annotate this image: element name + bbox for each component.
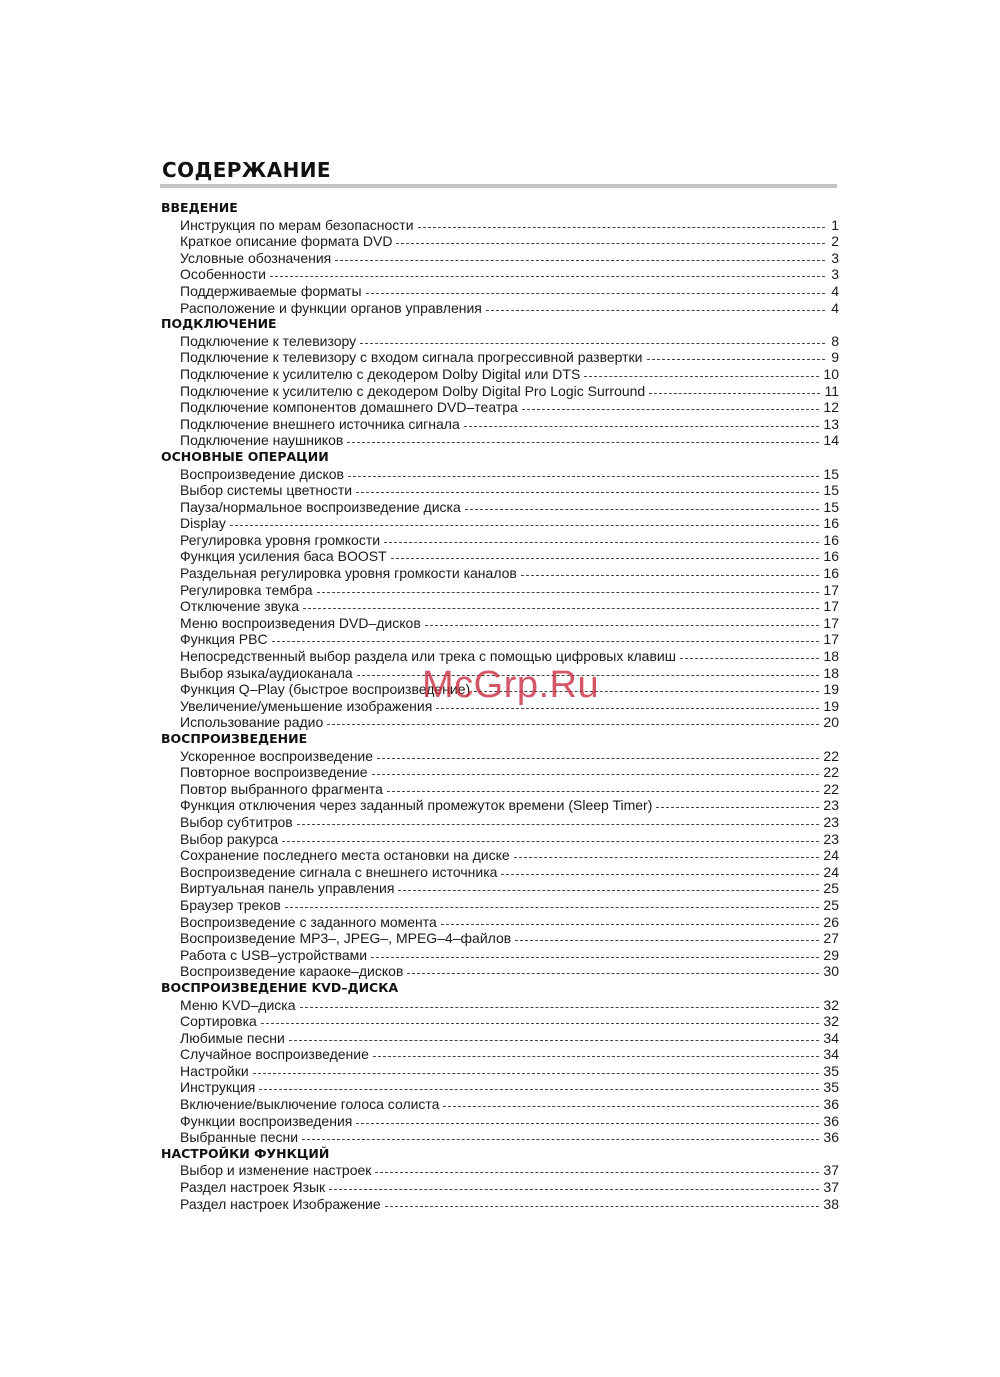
- toc-entry-page-number: 17: [823, 631, 839, 648]
- toc-entry-page-number: 19: [823, 697, 839, 714]
- toc-entry-page-number: 25: [823, 896, 839, 913]
- dot-leader: [385, 1206, 820, 1207]
- dot-leader: [474, 691, 819, 692]
- dot-leader: [259, 1089, 819, 1090]
- toc-entry-label: Выбор субтитров: [180, 813, 293, 830]
- toc-entry: [161, 615, 839, 632]
- toc-entry-page-number: 30: [823, 963, 839, 980]
- toc-entry-page-number: 26: [823, 913, 839, 930]
- toc-entry: [161, 416, 839, 433]
- toc-entry-page-number: 12: [823, 399, 839, 416]
- toc-section: [161, 449, 839, 731]
- toc-entry-page-number: 16: [823, 548, 839, 565]
- toc-entry: [161, 781, 839, 798]
- toc-entry: [161, 399, 839, 416]
- dot-leader: [465, 509, 820, 510]
- toc-entry: [161, 532, 839, 549]
- dot-leader: [436, 708, 819, 709]
- dot-leader: [302, 1139, 819, 1140]
- toc-entry-label: Краткое описание формата DVD: [180, 233, 393, 250]
- toc-entry-page-number: 36: [823, 1096, 839, 1113]
- toc-entry-label: Подключение наушников: [180, 432, 344, 449]
- dot-leader: [407, 973, 819, 974]
- toc-entry-label: Случайное воспроизведение: [180, 1046, 369, 1063]
- dot-leader: [486, 310, 825, 311]
- toc-entry-label: Подключение к телевизору с входом сигнала прогрессивной развертки: [180, 349, 643, 366]
- toc-entry: [161, 1179, 839, 1196]
- toc-entry: [161, 797, 839, 814]
- dot-leader: [270, 276, 825, 277]
- toc-entry-label: Display: [180, 515, 226, 532]
- toc-entry-page-number: 18: [823, 664, 839, 681]
- toc-entry: [161, 548, 839, 565]
- toc-entry-label: Выбор ракурса: [180, 830, 279, 847]
- dot-leader: [387, 791, 820, 792]
- toc-entry-label: Инструкция: [180, 1079, 256, 1096]
- toc-entry-label: Выбор языка/аудиоканала: [180, 664, 353, 681]
- dot-leader: [514, 857, 820, 858]
- toc-entry: [161, 963, 839, 980]
- dot-leader: [357, 675, 820, 676]
- section-heading: ПОДКЛЮЧЕНИЕ: [161, 316, 277, 332]
- watermark: McGrp.Ru: [422, 664, 600, 706]
- toc-entry-label: Подключение к усилителю с декодером Dolby Digital Pro Logic Surround: [180, 382, 646, 399]
- toc-entry-page-number: 25: [823, 880, 839, 897]
- toc-entry-page-number: 29: [823, 946, 839, 963]
- toc-section: [161, 1146, 839, 1212]
- toc-section: [161, 731, 839, 980]
- toc-entry-label: Воспроизведение дисков: [180, 465, 344, 482]
- toc-entry: [161, 283, 839, 300]
- toc-entry-page-number: 24: [823, 847, 839, 864]
- toc-entry-page-number: 15: [823, 465, 839, 482]
- toc-entry: [161, 997, 839, 1014]
- toc-entry-page-number: 17: [823, 581, 839, 598]
- toc-entry-label: Повтор выбранного фрагмента: [180, 780, 383, 797]
- toc-entry-label: Функция отключения через заданный промежуток времени (Sleep Timer): [180, 797, 653, 814]
- toc-entry-page-number: 22: [823, 764, 839, 781]
- toc-entry-page-number: 23: [823, 797, 839, 814]
- dot-leader: [335, 260, 825, 261]
- toc-entry-label: Сохранение последнего места остановки на диске: [180, 847, 510, 864]
- toc-entry-page-number: 38: [823, 1195, 839, 1212]
- toc-entry-page-number: 34: [823, 1029, 839, 1046]
- toc-entry: [161, 366, 839, 383]
- toc-entry-page-number: 8: [831, 332, 839, 349]
- toc-entry: [161, 714, 839, 731]
- section-heading: ВОСПРОИЗВЕДЕНИЕ: [161, 731, 308, 746]
- dot-leader: [360, 343, 825, 344]
- dot-leader: [443, 1106, 819, 1107]
- toc-entry-label: Использование радио: [180, 714, 324, 731]
- toc-entry-page-number: 15: [823, 498, 839, 515]
- toc-entry-label: Сортировка: [180, 1013, 257, 1030]
- toc-entry-page-number: 16: [823, 531, 839, 548]
- toc-entry-label: Регулировка уровня громкости: [180, 531, 381, 548]
- toc-entry: [161, 1046, 839, 1063]
- toc-entry: [161, 1030, 839, 1047]
- toc-entry-label: Особенности: [180, 266, 266, 283]
- dot-leader: [272, 641, 820, 642]
- toc-entry-page-number: 32: [823, 1013, 839, 1030]
- dot-leader: [501, 874, 819, 875]
- toc-entry: [161, 266, 839, 283]
- toc-entry-label: Поддерживаемые форматы: [180, 282, 362, 299]
- dot-leader: [377, 758, 819, 759]
- dot-leader: [366, 293, 825, 294]
- toc-entry: [161, 300, 839, 317]
- dot-leader: [300, 1007, 820, 1008]
- toc-entry-label: Раздел настроек Изображение: [180, 1195, 381, 1212]
- toc-entry-page-number: 19: [823, 681, 839, 698]
- toc-entry-page-number: 37: [823, 1162, 839, 1179]
- toc-entry: [161, 582, 839, 599]
- toc-entry: [161, 880, 839, 897]
- dot-leader: [375, 1172, 819, 1173]
- toc-entry: [161, 482, 839, 499]
- dot-leader: [297, 824, 820, 825]
- dot-leader: [522, 409, 820, 410]
- toc-entry-page-number: 2: [831, 233, 839, 250]
- dot-leader: [384, 542, 819, 543]
- dot-leader: [391, 558, 820, 559]
- dot-leader: [521, 575, 820, 576]
- toc-section: [161, 980, 839, 1146]
- toc-entry: [161, 598, 839, 615]
- section-heading: ОСНОВНЫЕ ОПЕРАЦИИ: [161, 448, 329, 464]
- toc-entry: [161, 897, 839, 914]
- dot-leader: [303, 608, 819, 609]
- toc-entry-page-number: 36: [823, 1129, 839, 1146]
- toc-entry: [161, 665, 839, 682]
- toc-entry: [161, 681, 839, 698]
- toc-entry-page-number: 13: [823, 415, 839, 432]
- toc-entry: [161, 930, 839, 947]
- toc-entry: [161, 565, 839, 582]
- dot-leader: [372, 774, 820, 775]
- dot-leader: [371, 957, 819, 958]
- toc-entry: [161, 1196, 839, 1213]
- toc-entry: [161, 349, 839, 366]
- toc-entry-page-number: 23: [823, 830, 839, 847]
- toc-entry-label: Функция усиления баса BOOST: [180, 548, 387, 565]
- toc-entry-page-number: 22: [823, 780, 839, 797]
- dot-leader: [680, 658, 819, 659]
- toc-entry-label: Повторное воспроизведение: [180, 764, 368, 781]
- toc-entry: [161, 947, 839, 964]
- toc-entry-label: Подключение внешнего источника сигнала: [180, 415, 460, 432]
- toc-entry: [161, 748, 839, 765]
- dot-leader: [317, 592, 820, 593]
- toc-entry: [161, 515, 839, 532]
- toc-entry-page-number: 3: [831, 249, 839, 266]
- toc-entry: [161, 1063, 839, 1080]
- toc-entry: [161, 1096, 839, 1113]
- toc-entry-page-number: 18: [823, 648, 839, 665]
- dot-leader: [230, 525, 820, 526]
- toc-entry-page-number: 3: [831, 266, 839, 283]
- toc-entry-label: Выбранные песни: [180, 1129, 299, 1146]
- toc-entry-label: Виртуальная панель управления: [180, 880, 395, 897]
- toc-entry-page-number: 22: [823, 747, 839, 764]
- toc-entry: [161, 831, 839, 848]
- toc-entry-page-number: 16: [823, 515, 839, 532]
- section-heading: ВОСПРОИЗВЕДЕНИЕ KVD–ДИСКА: [161, 979, 399, 995]
- toc-entry: [161, 814, 839, 831]
- toc-entry-label: Настройки: [180, 1062, 249, 1079]
- toc-entry-label: Регулировка тембра: [180, 581, 313, 598]
- toc-entry: [161, 1129, 839, 1146]
- toc-entry: [161, 864, 839, 881]
- toc-entry-page-number: 36: [823, 1112, 839, 1129]
- toc-entry: [161, 217, 839, 234]
- toc-entry: [161, 383, 839, 400]
- toc-entry-label: Работа с USB–устройствами: [180, 946, 368, 963]
- toc-entry: [161, 631, 839, 648]
- dot-leader: [329, 1189, 819, 1190]
- dot-leader: [584, 376, 819, 377]
- toc-entry-label: Воспроизведение сигнала с внешнего источника: [180, 863, 498, 880]
- toc-entry-page-number: 24: [823, 863, 839, 880]
- toc-entry-page-number: 4: [831, 299, 839, 316]
- toc-entry-page-number: 35: [823, 1079, 839, 1096]
- toc-entry-label: Воспроизведение караоке–дисков: [180, 963, 404, 980]
- toc-entry: [161, 1113, 839, 1130]
- dot-leader: [348, 476, 819, 477]
- toc-entry: [161, 333, 839, 350]
- toc-entry: [161, 233, 839, 250]
- dot-leader: [356, 1123, 819, 1124]
- toc-entry: [161, 648, 839, 665]
- toc-entry-page-number: 35: [823, 1062, 839, 1079]
- dot-leader: [647, 359, 826, 360]
- toc-entry: [161, 466, 839, 483]
- dot-leader: [347, 442, 819, 443]
- toc-section: [161, 200, 839, 316]
- toc-entry-page-number: 17: [823, 614, 839, 631]
- dot-leader: [285, 907, 820, 908]
- toc-entry-page-number: 10: [823, 365, 839, 382]
- toc-entry-page-number: 37: [823, 1179, 839, 1196]
- section-heading: ВВЕДЕНИЕ: [161, 200, 238, 215]
- toc-entry-page-number: 1: [831, 216, 839, 233]
- toc-entry: [161, 1013, 839, 1030]
- toc-entry-label: Выбор системы цветности: [180, 482, 353, 499]
- toc-entry-page-number: 17: [823, 598, 839, 615]
- toc-entry-label: Функция PBC: [180, 631, 268, 648]
- dot-leader: [515, 940, 819, 941]
- toc-entry-page-number: 32: [823, 996, 839, 1013]
- toc-entry: [161, 499, 839, 516]
- dot-leader: [261, 1023, 820, 1024]
- toc-entry: [161, 764, 839, 781]
- dot-leader: [656, 807, 819, 808]
- toc-entry-label: Браузер треков: [180, 896, 281, 913]
- toc-entry: [161, 847, 839, 864]
- title-divider: [160, 184, 837, 188]
- toc-entry-page-number: 27: [823, 930, 839, 947]
- toc-entry: [161, 914, 839, 931]
- dot-leader: [282, 841, 819, 842]
- toc-entry-label: Меню KVD–диска: [180, 996, 296, 1013]
- toc-entry-label: Подключение к телевизору: [180, 332, 357, 349]
- dot-leader: [649, 393, 820, 394]
- toc-entry-label: Функция Q–Play (быстрое воспроизведение): [180, 681, 471, 698]
- toc-entry-label: Расположение и функции органов управления: [180, 299, 482, 316]
- toc-entry-label: Увеличение/уменьшение изображения: [180, 697, 433, 714]
- toc-entry-label: Отключение звука: [180, 598, 300, 615]
- page-title: СОДЕРЖАНИЕ: [162, 158, 331, 182]
- toc-entry: [161, 432, 839, 449]
- toc-entry-page-number: 20: [823, 714, 839, 731]
- toc-entry-label: Выбор и изменение настроек: [180, 1162, 372, 1179]
- toc-entry: [161, 1162, 839, 1179]
- toc-entry-page-number: 16: [823, 565, 839, 582]
- toc-entry-label: Пауза/нормальное воспроизведение диска: [180, 498, 461, 515]
- dot-leader: [418, 227, 825, 228]
- table-of-contents: [161, 200, 839, 1212]
- toc-entry-label: Раздел настроек Язык: [180, 1179, 326, 1196]
- toc-entry-page-number: 9: [831, 349, 839, 366]
- toc-entry-label: Инструкция по мерам безопасности: [180, 216, 414, 233]
- toc-entry-page-number: 23: [823, 813, 839, 830]
- toc-entry: [161, 698, 839, 715]
- toc-entry-label: Меню воспроизведения DVD–дисков: [180, 614, 421, 631]
- toc-entry-label: Условные обозначения: [180, 249, 332, 266]
- toc-entry-page-number: 11: [824, 382, 839, 399]
- toc-entry-label: Ускоренное воспроизведение: [180, 747, 374, 764]
- toc-entry-page-number: 15: [823, 482, 839, 499]
- dot-leader: [373, 1056, 820, 1057]
- toc-entry-page-number: 4: [831, 282, 839, 299]
- toc-entry-label: Включение/выключение голоса солиста: [180, 1096, 440, 1113]
- toc-entry-page-number: 34: [823, 1046, 839, 1063]
- toc-entry-label: Любимые песни: [180, 1029, 285, 1046]
- dot-leader: [425, 625, 820, 626]
- toc-entry-label: Непосредственный выбор раздела или трека с помощью цифровых клавиш: [180, 648, 676, 665]
- dot-leader: [289, 1040, 820, 1041]
- toc-entry-label: Раздельная регулировка уровня громкости каналов: [180, 565, 517, 582]
- dot-leader: [396, 243, 825, 244]
- dot-leader: [441, 924, 820, 925]
- dot-leader: [356, 492, 819, 493]
- toc-entry-label: Функции воспроизведения: [180, 1112, 353, 1129]
- toc-entry-label: Воспроизведение MP3–, JPEG–, MPEG–4–файлов: [180, 930, 512, 947]
- section-heading: НАСТРОЙКИ ФУНКЦИЙ: [161, 1145, 330, 1161]
- toc-section: [161, 316, 839, 449]
- dot-leader: [327, 724, 819, 725]
- toc-entry-page-number: 14: [823, 432, 839, 449]
- toc-entry-label: Воспроизведение с заданного момента: [180, 913, 437, 930]
- toc-entry: [161, 1079, 839, 1096]
- dot-leader: [253, 1073, 820, 1074]
- toc-entry-label: Подключение к усилителю с декодером Dolby Digital или DTS: [180, 365, 581, 382]
- dot-leader: [398, 890, 819, 891]
- toc-entry: [161, 250, 839, 267]
- toc-entry-label: Подключение компонентов домашнего DVD–театра: [180, 399, 518, 416]
- dot-leader: [464, 426, 820, 427]
